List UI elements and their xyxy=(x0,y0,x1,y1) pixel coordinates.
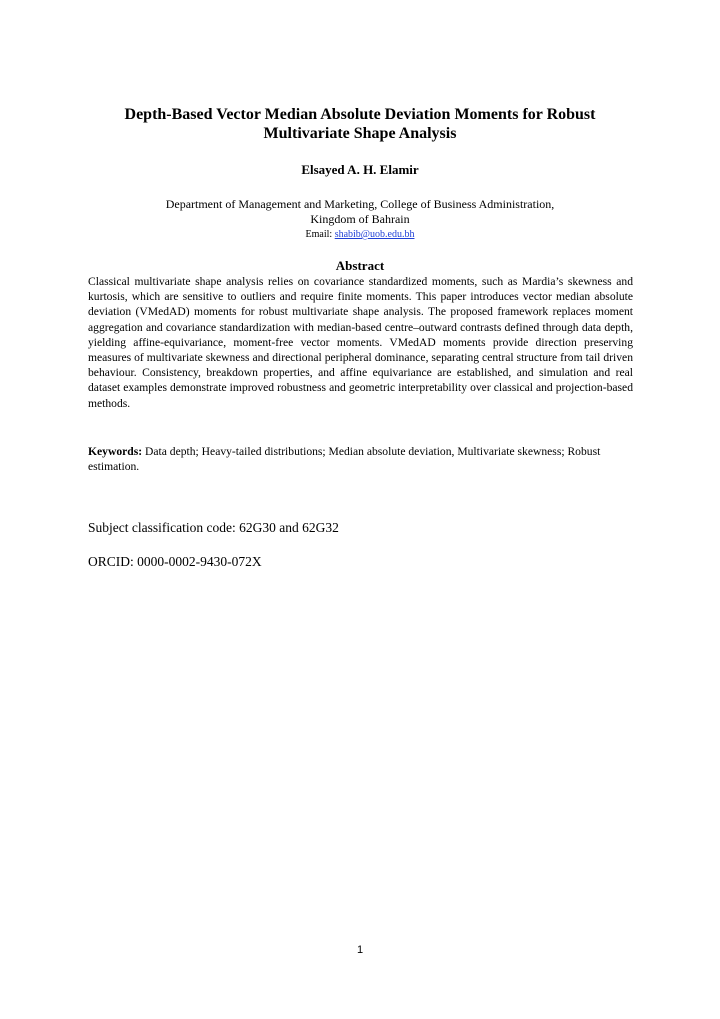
paper-title-line-2: Multivariate Shape Analysis xyxy=(263,125,457,142)
affiliation-line-2: Kingdom of Bahrain xyxy=(310,212,410,226)
abstract-heading: Abstract xyxy=(335,258,385,273)
email-label: Email: xyxy=(305,229,333,240)
email-link[interactable]: shabib@uob.edu.bh xyxy=(334,229,415,240)
subject-classification: Subject classification code: 62G30 and 62G32 xyxy=(88,520,339,535)
paper-title xyxy=(90,105,630,143)
author-affiliation xyxy=(0,197,720,227)
author-name: Elsayed A. H. Elamir xyxy=(301,162,419,177)
orcid: ORCID: 0000-0002-9430-072X xyxy=(88,554,262,569)
abstract-body: Classical multivariate shape analysis relies on covariance standardized moments, such as Mardia’s skewness and kurtosis, which are sensitive to outliers and require finite moments. This paper introduces vector median absolute deviation (VMedAD) moments for robust multivariate shape analysis. The proposed framework replaces moment aggregation and covariance standardization with median-based centre–outward contrasts defined through data depth, yielding affine-equivariance, moment-free vector moments. VMedAD moments provide direction preserving measures of multivariate skewness and directional peripheral dominance, separating central structure from tail driven behaviour. Consistency, breakdown properties, and affine equivariance are established, and simulation and real dataset examples demonstrate improved robustness and geometric interpretability over classical and projection-based methods. xyxy=(88,275,633,410)
page-number: 1 xyxy=(356,944,364,956)
keywords-label: Keywords: xyxy=(88,445,143,458)
paper-title-line-1: Depth-Based Vector Median Absolute Deviation Moments for Robust xyxy=(124,106,596,123)
affiliation-line-1: Department of Management and Marketing, College of Business Administration, xyxy=(165,197,555,211)
keywords xyxy=(88,444,608,474)
email-line xyxy=(0,229,720,240)
keywords-text: Data depth; Heavy-tailed distributions; Median absolute deviation, Multivariate skewness; Robust estimation. xyxy=(88,445,601,474)
